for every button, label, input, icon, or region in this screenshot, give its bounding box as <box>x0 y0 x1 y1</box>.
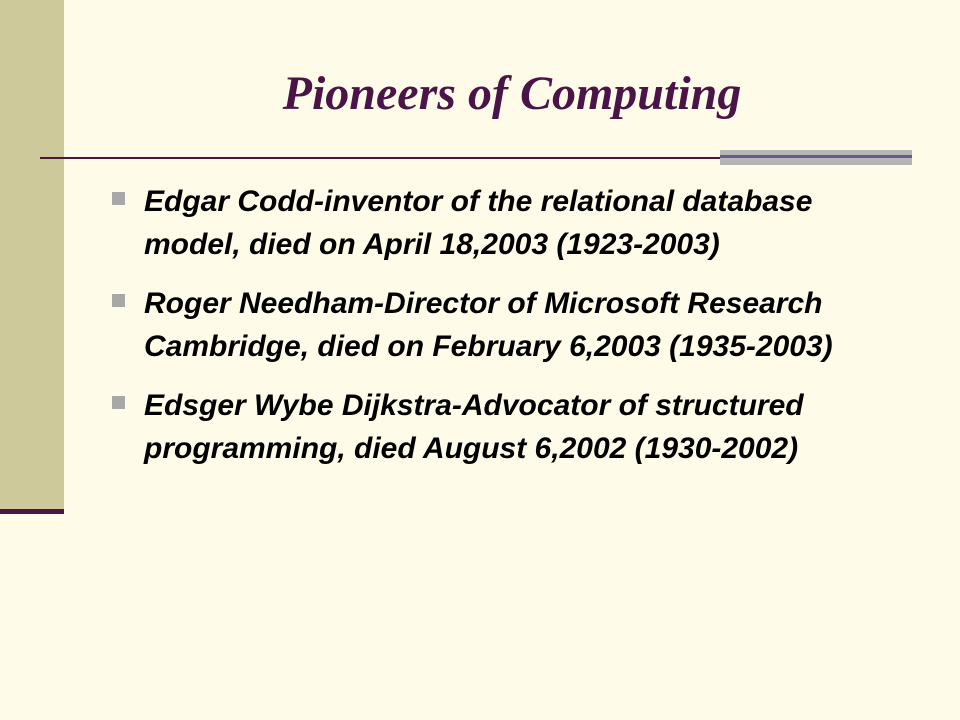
bullet-item <box>108 282 848 368</box>
slide-title: Pioneers of Computing <box>282 67 742 120</box>
side-decoration-bar <box>0 0 64 512</box>
side-bar-underline <box>0 509 64 514</box>
bullet-text: Edsger Wybe Dijkstra-Advocator of structured programming, died August 6,2002 (1930-2002) <box>144 389 804 465</box>
bullet-text: Roger Needham-Director of Microsoft Research Cambridge, died on February 6,2003 (1935-2003) <box>144 287 833 363</box>
bullet-item <box>108 180 848 266</box>
square-bullet-icon <box>112 294 125 307</box>
square-bullet-icon <box>112 192 125 205</box>
square-bullet-icon <box>112 396 125 409</box>
bullet-text: Edgar Codd-inventor of the relational database model, died on April 18,2003 (1923-2003) <box>144 185 813 261</box>
bullet-item <box>108 384 848 470</box>
title-divider-accent-line <box>720 155 912 158</box>
bullet-list <box>108 180 848 486</box>
